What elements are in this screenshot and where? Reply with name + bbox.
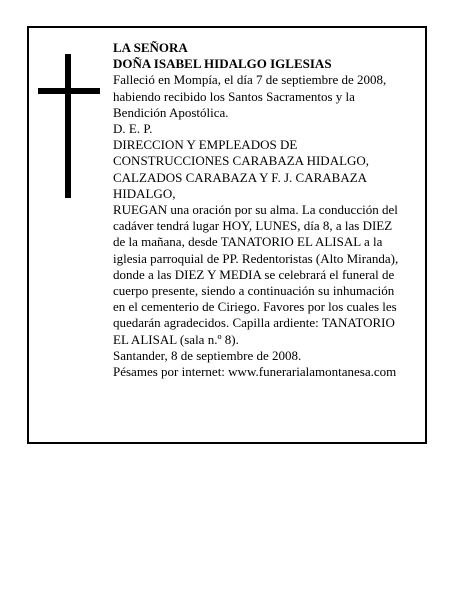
intro-line: LA SEÑORA [113,40,188,55]
text-line: DIRECCION Y EMPLEADOS DE [113,137,298,153]
text-line: D. E. P. [113,121,153,137]
text-line: Santander, 8 de septiembre de 2008. [113,347,302,363]
text-line: iglesia parroquial de PP. Redentoristas (Alto Miranda), [113,250,399,266]
text-line: de la mañana, desde TANATORIO EL ALISAL a la [113,234,383,250]
text-line: RUEGAN una oración por su alma. La conducción del [113,202,398,218]
text-line: CALZADOS CARABAZA Y F. J. CARABAZA [113,169,368,185]
cross-vertical-bar [65,54,71,198]
cross-horizontal-bar [38,88,100,94]
text-line: cadáver tendrá lugar HOY, LUNES, día 8, a las DIEZ [113,218,393,234]
deceased-name: DOÑA ISABEL HIDALGO IGLESIAS [113,56,332,72]
text-line: Falleció en Mompía, el día 7 de septiembre de 2008, [113,72,387,88]
obituary-text [113,40,417,380]
text-line: Bendición Apostólica. [113,104,229,120]
text-line: HIDALGO, [113,185,176,201]
text-line: EL ALISAL (sala n.º 8). [113,331,239,347]
text-line: cuerpo presente, siendo a continuación su inhumación [113,283,395,299]
text-line: CONSTRUCCIONES CARABAZA HIDALGO, [113,153,370,169]
text-line: donde a las DIEZ Y MEDIA se celebrará el funeral de [113,266,395,282]
text-line: en el cementerio de Ciriego. Favores por los cuales les [113,299,397,315]
latin-cross-icon [38,54,102,198]
text-line: Pésames por internet: www.funerarialamontanesa.com [113,364,397,380]
text-line: quedarán agradecidos. Capilla ardiente: TANATORIO [113,315,395,331]
text-line: habiendo recibido los Santos Sacramentos y la [113,88,355,104]
